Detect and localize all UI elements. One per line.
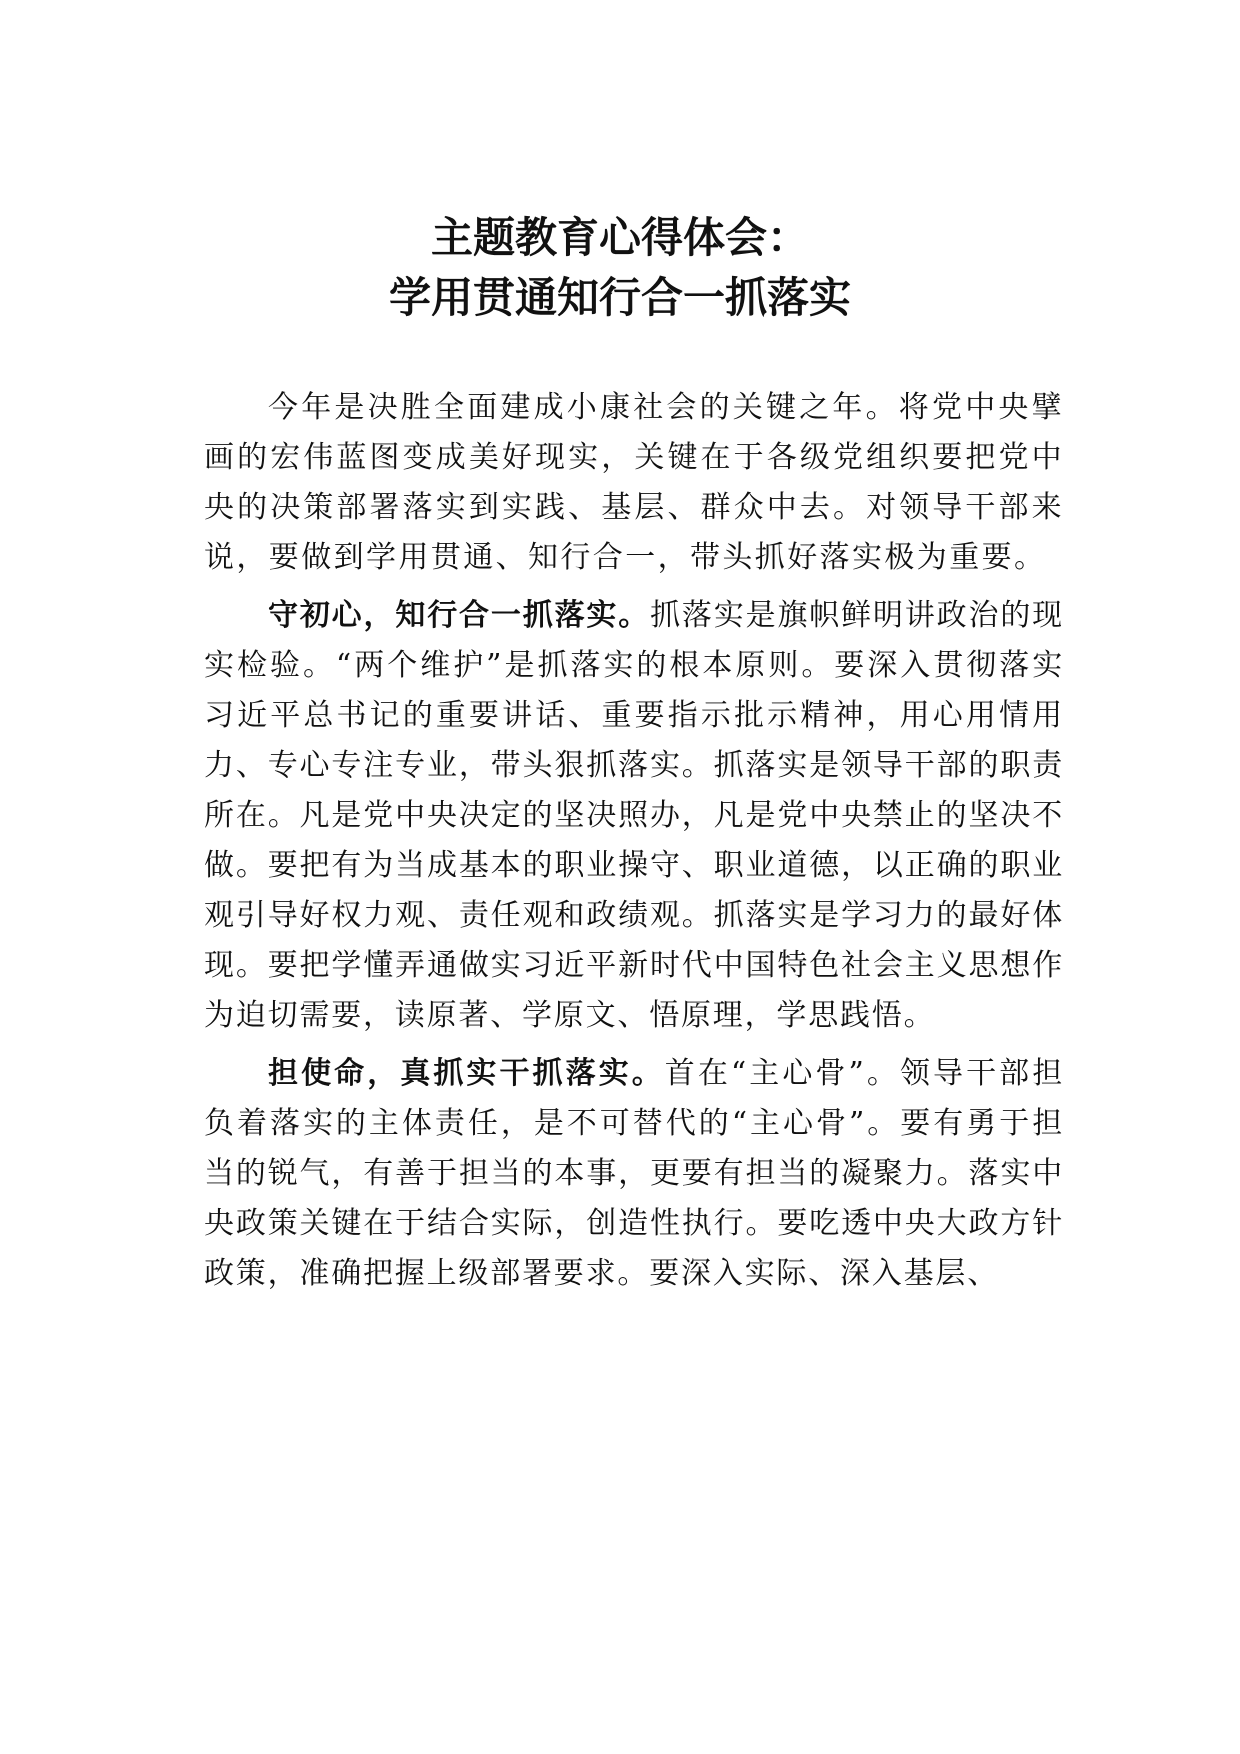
- title-line-1: 主题教育心得体会：: [430, 213, 809, 262]
- document-body: [204, 383, 1064, 1307]
- document-title: [0, 208, 1240, 328]
- paragraph-text: 今年是决胜全面建成小康社会的关键之年。将党中央擘画的宏伟蓝图变成美好现实，关键在于各级党组织要把党中央的决策部署落实到实践、基层、群众中去。对领导干部来说，要做到学用贯通、知行合一，带头抓好落实极为重要。: [204, 390, 1064, 575]
- paragraph-lead: 守初心，知行合一抓落实。: [268, 598, 651, 633]
- paragraph-intro: [204, 383, 1064, 583]
- paragraph-section-1: [204, 591, 1064, 1041]
- paragraph-text: 首在“主心骨”。领导干部担负着落实的主体责任，是不可替代的“主心骨”。要有勇于担当的锐气，有善于担当的本事，更要有担当的凝聚力。落实中央政策关键在于结合实际，创造性执行。要吃透中央大政方针政策，准确把握上级部署要求。要深入实际、深入基层、: [204, 1056, 1064, 1291]
- paragraph-lead: 担使命，真抓实干抓落实。: [268, 1056, 665, 1091]
- title-line-2: 学用贯通知行合一抓落实: [388, 273, 851, 322]
- paragraph-text: 抓落实是旗帜鲜明讲政治的现实检验。“两个维护”是抓落实的根本原则。要深入贯彻落实习近平总书记的重要讲话、重要指示批示精神，用心用情用力、专心专注专业，带头狠抓落实。抓落实是领导干部的职责所在。凡是党中央决定的坚决照办，凡是党中央禁止的坚决不做。要把有为当成基本的职业操守、职业道德，以正确的职业观引导好权力观、责任观和政绩观。抓落实是学习力的最好体现。要把学懂弄通做实习近平新时代中国特色社会主义思想作为迫切需要，读原著、学原文、悟原理，学思践悟。: [204, 598, 1064, 1033]
- paragraph-section-2: [204, 1049, 1064, 1299]
